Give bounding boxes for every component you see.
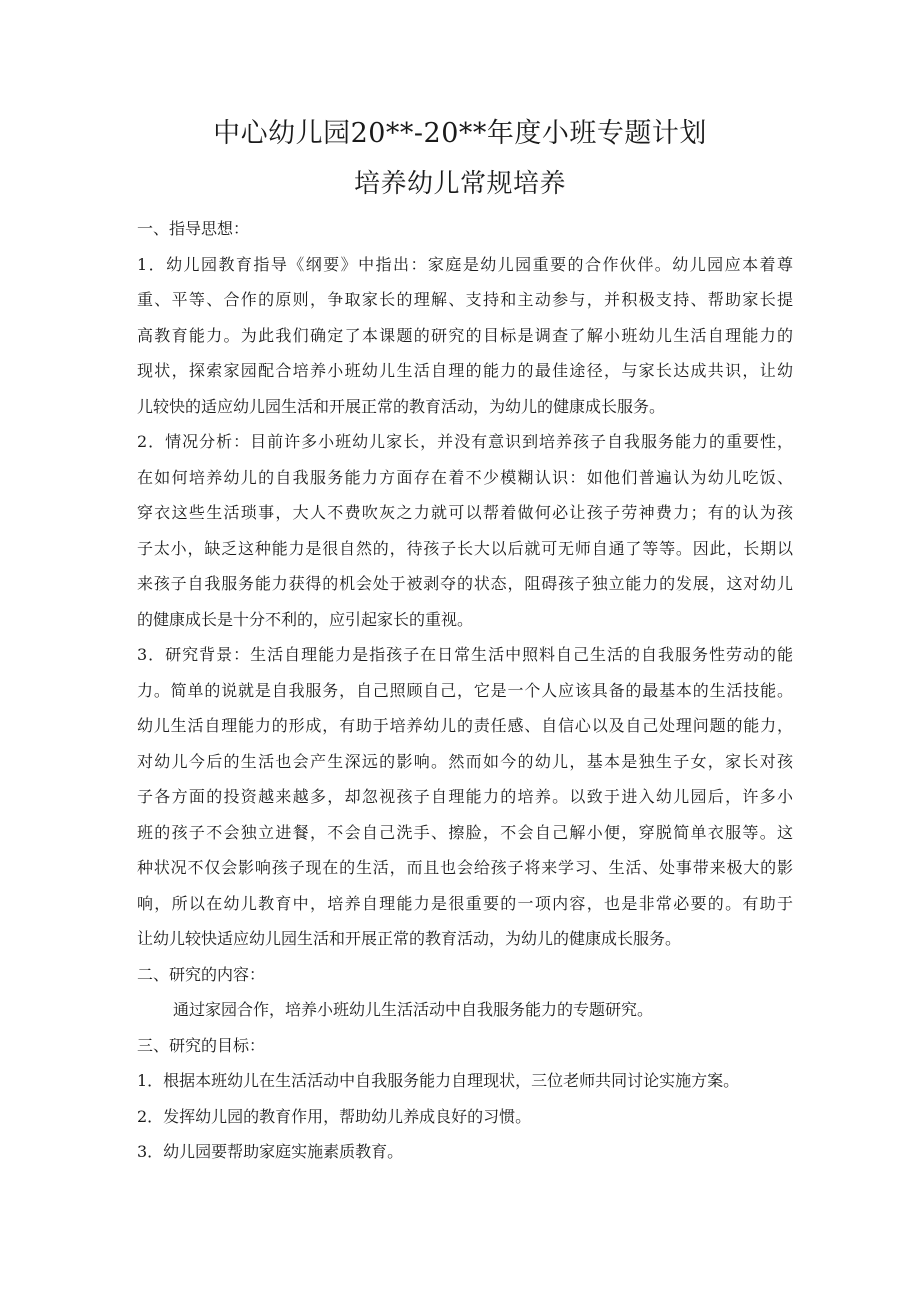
paragraph-line: 在如何培养幼儿的自我服务能力方面存在着不少模糊认识：如他们普遍认为幼儿吃饭、 [137, 467, 793, 487]
research-content-text: 通过家园合作，培养小班幼儿生活活动中自我服务能力的专题研究。 [173, 1000, 654, 1019]
paragraph-3 [137, 637, 793, 957]
goal-item: 2．发挥幼儿园的教育作用，帮助幼儿养成良好的习惯。 [137, 1106, 532, 1126]
section-heading-research-content: 二、研究的内容： [137, 964, 266, 984]
document-body [137, 211, 793, 1170]
paragraph-line: 现状，探索家园配合培养小班幼儿生活自理的能力的最佳途径，与家长达成共识，让幼 [137, 361, 793, 380]
goal-item: 1．根据本班幼儿在生活活动中自我服务能力自理现状，三位老师共同讨论实施方案。 [137, 1071, 740, 1090]
paragraph-2 [137, 424, 793, 637]
paragraph-line: 穿衣这些生活琐事，大人不费吹灰之力就可以帮着做何必让孩子劳神费力；有的认为孩 [137, 503, 793, 522]
paragraph-line: 的健康成长是十分不利的，应引起家长的重视。 [137, 609, 474, 629]
paragraph-line: 1．幼儿园教育指导《纲要》中指出：家庭是幼儿园重要的合作伙伴。幼儿园应本着尊 [137, 254, 793, 274]
document-subtitle: 培养幼儿常规培养 [353, 169, 566, 199]
paragraph-line: 班的孩子不会独立进餐，不会自己洗手、擦脸，不会自己解小便，穿脱简单衣服等。这 [137, 822, 793, 842]
section-heading-research-goals: 三、研究的目标： [137, 1035, 266, 1055]
goals-list [137, 1063, 793, 1170]
paragraph-line: 幼儿生活自理能力的形成，有助于培养幼儿的责任感、自信心以及自己处理问题的能力， [137, 716, 793, 735]
goal-item: 3．幼儿园要帮助家庭实施素质教育。 [137, 1142, 404, 1161]
paragraph-line: 让幼儿较快适应幼儿园生活和开展正常的教育活动，为幼儿的健康成长服务。 [137, 929, 682, 948]
paragraph-line: 子各方面的投资越来越多，却忽视孩子自理能力的培养。以致于进入幼儿园后，许多小 [137, 787, 793, 806]
paragraph-line: 3．研究背景：生活自理能力是指孩子在日常生活中照料自己生活的自我服务性劳动的能 [137, 645, 793, 664]
paragraph-1 [137, 247, 793, 425]
paragraph-line: 种状况不仅会影响孩子现在的生活，而且也会给孩子将来学习、生活、处事带来极大的影 [137, 858, 793, 877]
section-heading-guiding-thought: 一、指导思想： [137, 219, 250, 238]
paragraph-line: 2．情况分析：目前许多小班幼儿家长，并没有意识到培养孩子自我服务能力的重要性， [137, 432, 793, 451]
paragraph-line: 响，所以在幼儿教育中，培养自理能力是很重要的一项内容，也是非常必要的。有助于 [137, 893, 793, 913]
paragraph-line: 儿较快的适应幼儿园生活和开展正常的教育活动，为幼儿的健康成长服务。 [137, 396, 666, 416]
paragraph-line: 力。简单的说就是自我服务，自己照顾自己，它是一个人应该具备的最基本的生活技能。 [137, 680, 793, 700]
paragraph-line: 子太小，缺乏这种能力是很自然的，待孩子长大以后就可无师自通了等等。因此，长期以 [137, 538, 793, 558]
paragraph-line: 对幼儿今后的生活也会产生深远的影响。然而如今的幼儿，基本是独生子女，家长对孩 [137, 751, 793, 771]
paragraph-line: 重、平等、合作的原则，争取家长的理解、支持和主动参与，并积极支持、帮助家长提 [137, 290, 793, 309]
paragraph-line: 来孩子自我服务能力获得的机会处于被剥夺的状态，阻碍孩子独立能力的发展，这对幼儿 [137, 574, 793, 593]
paragraph-line: 高教育能力。为此我们确定了本课题的研究的目标是调查了解小班幼儿生活自理能力的 [137, 325, 793, 345]
document-title: 中心幼儿园20**-20**年度小班专题计划 [213, 118, 707, 149]
